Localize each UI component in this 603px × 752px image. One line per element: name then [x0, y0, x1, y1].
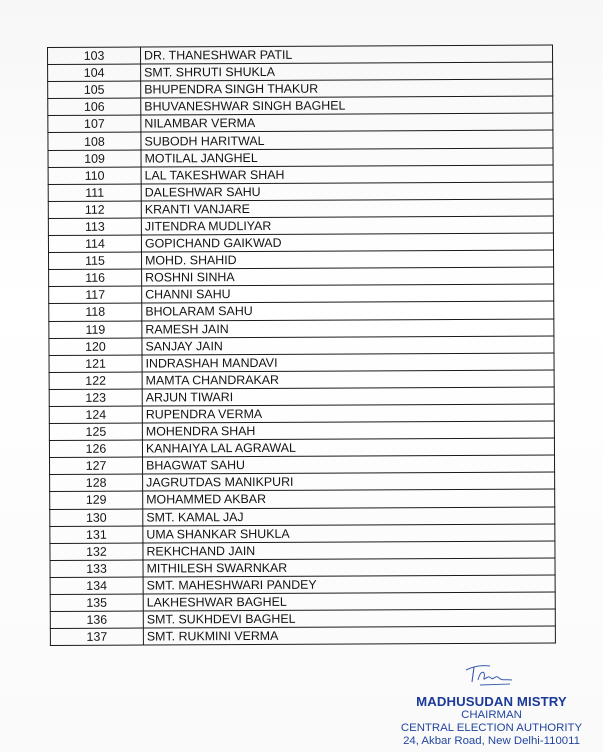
serial-number-cell: 127: [50, 457, 143, 475]
signatory-address: 24, Akbar Road, New Delhi-110011: [403, 735, 580, 747]
serial-number-cell: 107: [48, 115, 141, 133]
serial-number-cell: 108: [48, 133, 141, 151]
serial-number-cell: 131: [50, 526, 143, 544]
serial-number-cell: 130: [50, 509, 143, 527]
serial-number-cell: 128: [50, 474, 143, 492]
name-cell: BHAGWAT SAHU: [143, 455, 555, 474]
serial-number-cell: 124: [49, 406, 142, 424]
serial-number-cell: 132: [50, 543, 143, 561]
serial-number-cell: 106: [48, 98, 141, 116]
serial-number-cell: 111: [48, 184, 141, 202]
signatory-block: [380, 694, 603, 748]
serial-number-cell: 134: [50, 577, 143, 595]
name-cell: SMT. KAMAL JAJ: [143, 507, 555, 526]
signatory-organization: CENTRAL ELECTION AUTHORITY: [400, 722, 583, 734]
handwritten-signature: [460, 662, 520, 688]
serial-number-cell: 119: [49, 321, 142, 339]
serial-number-cell: 115: [49, 252, 142, 270]
serial-number-cell: 120: [49, 338, 142, 356]
serial-number-cell: 133: [50, 560, 143, 578]
serial-number-cell: 103: [48, 47, 141, 65]
name-cell: ARJUN TIWARI: [142, 387, 554, 406]
name-cell: RAMESH JAIN: [142, 319, 554, 338]
serial-number-cell: 136: [50, 611, 143, 629]
candidate-list-table: [47, 45, 556, 647]
serial-number-cell: 122: [49, 372, 142, 390]
name-cell: RUPENDRA VERMA: [142, 404, 554, 423]
name-cell: INDRASHAH MANDAVI: [142, 353, 554, 372]
name-cell: CHANNI SAHU: [142, 284, 554, 303]
name-cell: SMT. RUKMINI VERMA: [143, 626, 555, 645]
name-cell: KRANTI VANJARE: [141, 199, 553, 218]
name-cell: MOHENDRA SHAH: [142, 421, 554, 440]
serial-number-cell: 137: [50, 628, 143, 646]
name-cell: BHUVANESHWAR SINGH BAGHEL: [141, 96, 553, 115]
name-cell: SMT. SUKHDEVI BAGHEL: [143, 609, 555, 628]
serial-number-cell: 123: [49, 389, 142, 407]
name-cell: MOHD. SHAHID: [142, 250, 554, 269]
name-cell: DALESHWAR SAHU: [141, 182, 553, 201]
name-cell: MOTILAL JANGHEL: [141, 148, 553, 167]
serial-number-cell: 121: [49, 355, 142, 373]
signatory-designation: CHAIRMAN: [461, 709, 522, 721]
name-cell: LAL TAKESHWAR SHAH: [141, 165, 553, 184]
name-cell: SUBODH HARITWAL: [141, 130, 553, 149]
serial-number-cell: 135: [50, 594, 143, 612]
name-cell: DR. THANESHWAR PATIL: [141, 45, 553, 64]
serial-number-cell: 126: [49, 440, 142, 458]
name-cell: BHUPENDRA SINGH THAKUR: [141, 79, 553, 98]
name-cell: JITENDRA MUDLIYAR: [141, 216, 553, 235]
name-cell: SMT. SHRUTI SHUKLA: [141, 62, 553, 81]
name-cell: GOPICHAND GAIKWAD: [141, 233, 553, 252]
name-cell: BHOLARAM SAHU: [142, 301, 554, 320]
name-cell: MAMTA CHANDRAKAR: [142, 370, 554, 389]
serial-number-cell: 125: [49, 423, 142, 441]
name-cell: ROSHNI SINHA: [142, 267, 554, 286]
name-cell: MITHILESH SWARNKAR: [143, 558, 555, 577]
name-cell: UMA SHANKAR SHUKLA: [143, 524, 555, 543]
serial-number-cell: 109: [48, 150, 141, 168]
name-cell: SMT. MAHESHWARI PANDEY: [143, 575, 555, 594]
name-cell: REKHCHAND JAIN: [143, 541, 555, 560]
serial-number-cell: 112: [48, 201, 141, 219]
name-cell: NILAMBAR VERMA: [141, 113, 553, 132]
serial-number-cell: 104: [48, 64, 141, 82]
name-cell: SANJAY JAIN: [142, 336, 554, 355]
serial-number-cell: 113: [48, 218, 141, 236]
serial-number-cell: 118: [49, 303, 142, 321]
serial-number-cell: 105: [48, 81, 141, 99]
table-row: [50, 626, 555, 646]
serial-number-cell: 114: [48, 235, 141, 253]
name-cell: MOHAMMED AKBAR: [143, 489, 555, 508]
serial-number-cell: 129: [50, 491, 143, 509]
serial-number-cell: 116: [49, 269, 142, 287]
serial-number-cell: 110: [48, 167, 141, 185]
name-cell: JAGRUTDAS MANIKPURI: [143, 472, 555, 491]
table-body: [48, 45, 556, 646]
name-cell: LAKHESHWAR BAGHEL: [143, 592, 555, 611]
name-cell: KANHAIYA LAL AGRAWAL: [142, 438, 554, 457]
serial-number-cell: 117: [49, 286, 142, 304]
signatory-name: MADHUSUDAN MISTRY: [416, 694, 567, 709]
